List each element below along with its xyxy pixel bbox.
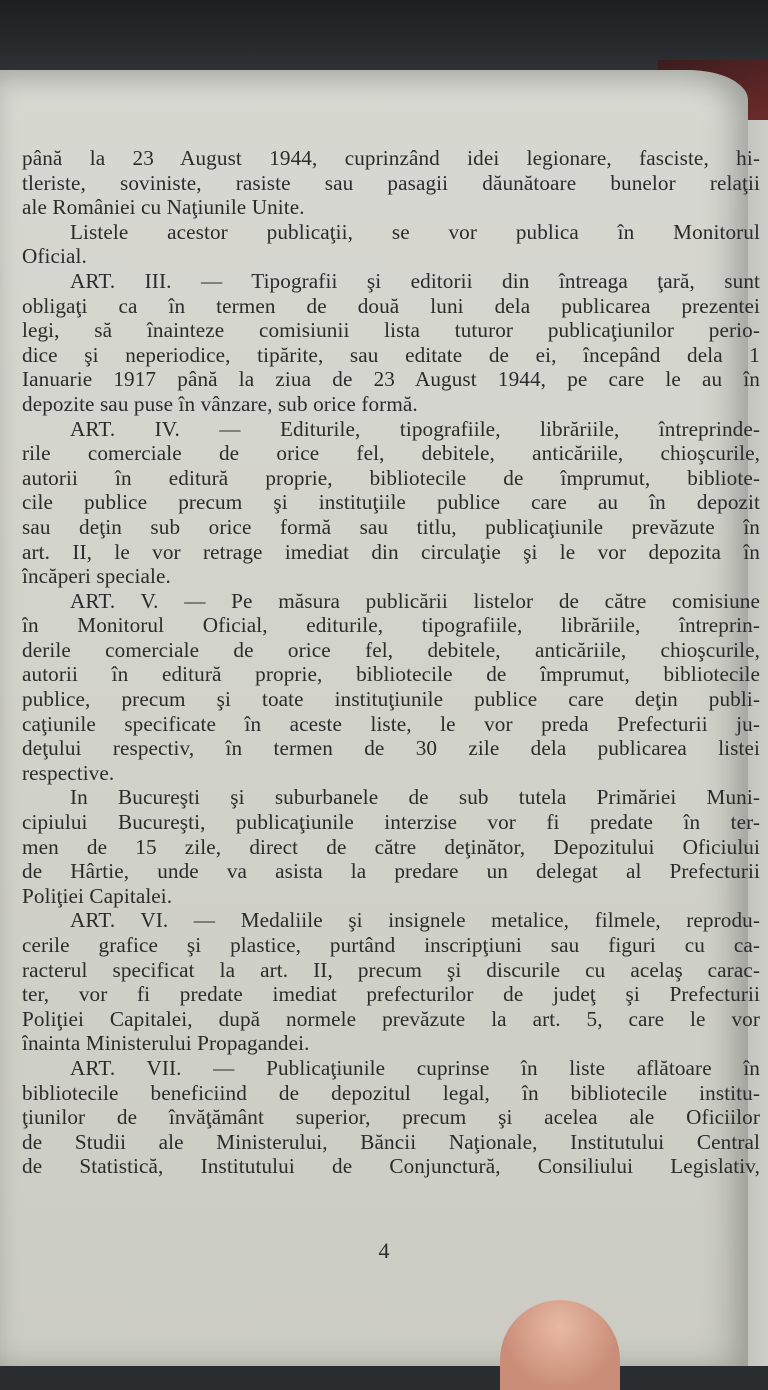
page-number: 4 xyxy=(378,1238,390,1263)
text-line: ART. III. — Tipografii şi editorii din întreaga ţară, sunt xyxy=(70,268,760,293)
text-line: bibliotecile beneficiind de depozitul legal, în bibliotecile institu- xyxy=(22,1080,760,1105)
text-line: ART. VII. — Publicaţiunile cuprinse în liste aflătoare în xyxy=(70,1055,760,1080)
text-line: cipiului Bucureşti, publicaţiunile interzise vor fi predate în ter- xyxy=(22,810,760,835)
text-line: Poliţiei Capitalei. xyxy=(22,883,173,908)
text-line: de Studii ale Ministerului, Băncii Naţionale, Institutului Central xyxy=(22,1129,760,1154)
text-line: de Statistică, Institutului de Conjunctură, Consiliului Legislativ, xyxy=(22,1154,760,1179)
text-line: de Hârtie, unde va asista la predare un delegat al Prefecturii xyxy=(22,859,760,884)
text-line: cile publice precum şi instituţiile publice care au în depozit xyxy=(22,490,760,515)
text-line: legi, să înainteze comisiunii lista tuturor publicaţiunilor perio- xyxy=(22,318,760,343)
text-line: Poliţiei Capitalei, după normele prevăzute la art. 5, care le vor xyxy=(22,1006,760,1031)
text-line: în Monitorul Oficial, editurile, tipografiile, librăriile, întreprin- xyxy=(22,613,760,638)
text-line: sau deţin sub orice formă sau titlu, publicaţiunile prevăzute în xyxy=(22,514,760,539)
text-line: In Bucureşti şi suburbanele de sub tutela Primăriei Muni- xyxy=(70,785,760,810)
text-line: respective. xyxy=(22,760,115,785)
text-line: ART. V. — Pe măsura publicării listelor de către comisiune xyxy=(70,588,760,613)
text-line: Oficial. xyxy=(22,244,87,269)
text-line: publice, precum şi toate instituţiunile publice care deţin publi- xyxy=(22,687,760,712)
text-line: caţiunile specificate în aceste liste, le vor preda Prefecturii ju- xyxy=(22,711,760,736)
text-line: derile comerciale de orice fel, debitele, anticăriile, chioşcurile, xyxy=(22,637,760,662)
text-line: ale României cu Naţiunile Unite. xyxy=(22,195,305,220)
text-line: art. II, le vor retrage imediat din circulaţie şi le vor depozita în xyxy=(22,539,760,564)
text-line: dice şi neperiodice, tipărite, sau editate de ei, începând dela 1 xyxy=(22,342,760,367)
text-line: ter, vor fi predate imediat prefecturilor de judeţ şi Prefecturii xyxy=(22,982,760,1007)
text-line: până la 23 August 1944, cuprinzând idei legionare, fasciste, hi- xyxy=(22,146,760,170)
text-line: înainta Ministerului Propagandei. xyxy=(22,1031,310,1056)
text-line: rile comerciale de orice fel, debitele, anticăriile, chioşcurile, xyxy=(22,441,760,466)
document-text xyxy=(22,146,760,1179)
text-line: Listele acestor publicaţii, se vor publica în Monitorul xyxy=(70,219,760,244)
text-line: cerile grafice şi plastice, purtând inscripţiuni sau figuri cu ca- xyxy=(22,933,760,957)
text-line: racterul specificat la art. II, precum şi discurile cu acelaş carac- xyxy=(22,957,760,982)
text-line: autorii în editură proprie, bibliotecile de împrumut, bibliote- xyxy=(22,465,760,490)
text-line: deţului respectiv, în termen de 30 zile dela publicarea listei xyxy=(22,736,760,761)
text-line: tleriste, soviniste, rasiste sau pasagii dăunătoare bunelor relaţii xyxy=(22,170,760,195)
text-line: men de 15 zile, direct de către deţinător, Depozitului Oficiului xyxy=(22,834,760,859)
text-line: autorii în editură proprie, bibliotecile de împrumut, bibliotecile xyxy=(22,662,760,687)
text-line: ART. VI. — Medaliile şi insignele metalice, filmele, reprodu- xyxy=(70,908,760,933)
text-line: ţiunilor de învăţământ superior, precum şi acelea ale Oficiilor xyxy=(22,1105,760,1130)
text-line: ART. IV. — Editurile, tipografiile, librăriile, întreprinde- xyxy=(70,416,760,441)
text-line: încăperi speciale. xyxy=(22,564,171,589)
text-line: Ianuarie 1917 până la ziua de 23 August 1944, pe care le au în xyxy=(22,367,760,392)
text-line: obligaţi ca în termen de două luni dela publicarea prezentei xyxy=(22,293,760,318)
text-line: depozite sau puse în vânzare, sub orice formă. xyxy=(22,391,418,416)
